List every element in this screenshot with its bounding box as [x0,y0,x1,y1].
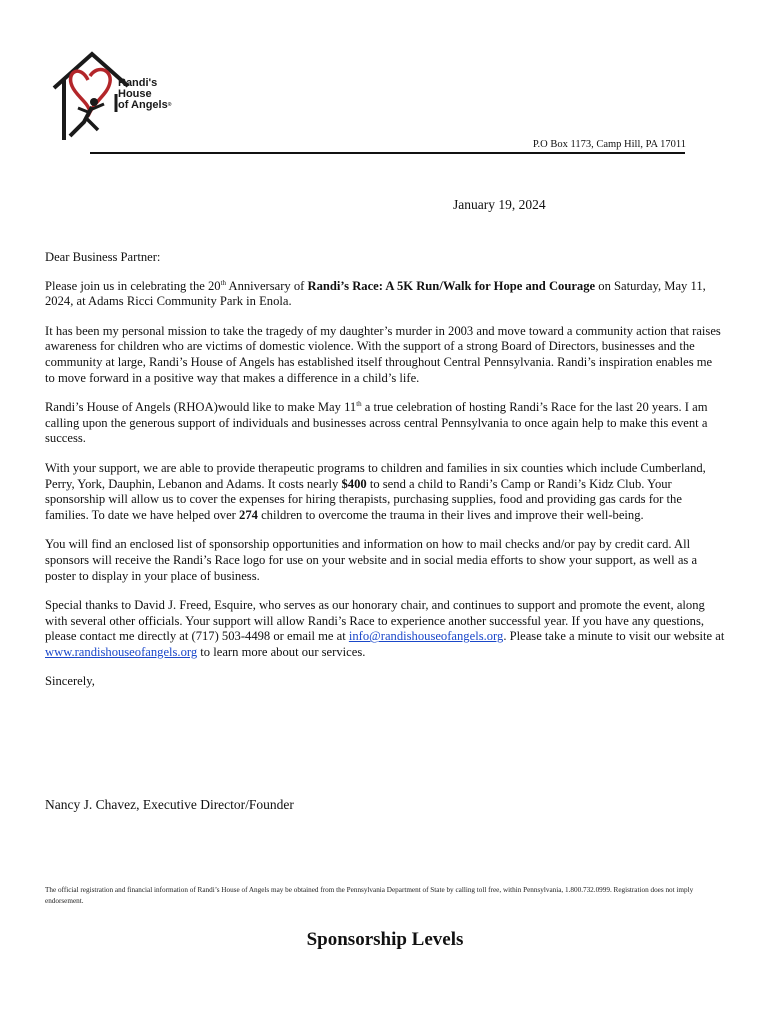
organization-logo [52,50,182,145]
logo-line-1: Randi's [118,77,158,89]
letter-date: January 19, 2024 [453,197,546,212]
logo-wordmark [118,78,171,111]
paragraph-sponsorship: You will find an enclosed list of sponsorship opportunities and information on how to mail checks and/or pay by credit card. All sponsors will receive the Randi’s Race logo for use on your website and in social media efforts to show your support, as well as a poster to display in your place of business. [45,537,698,583]
registered-mark: ® [167,102,172,108]
paragraph-thanks: Special thanks to David J. Freed, Esquire, who serves as our honorary chair, and continues to support and promote the event, along with several other officials. Your support will allow Randi’s Race to experience another successful year. If you have any questions, please contact me directly at (717) 503-4498 or email me at info@randishouseofangels.org. Please take a minute to visit our website at www.randishouseofangels.org to learn more about our services. [45,598,725,659]
email-link[interactable]: info@randishouseofangels.org [348,629,504,644]
logo-line-2: House [118,88,152,100]
paragraph-programs: With your support, we are able to provide therapeutic programs to children and families in six counties which include Cumberland, Perry, York, Dauphin, Lebanon and Adams. It costs nearly $400 to send a child to Randi’s Camp or Randi’s Kidz Club. Your sponsorship will allow us to cover the expenses for hiring therapists, purchasing supplies, food and providing gas cards for the families. To date we have helped over 274 children to overcome the trauma in their lives and improve their well-being. [45,460,706,522]
letter-body [45,250,725,704]
event-name: Randi’s Race: A 5K Run/Walk for Hope and Courage [307,278,596,293]
children-count: 274 [239,507,258,522]
signature-block: Nancy J. Chavez, Executive Director/Founder [45,797,294,812]
paragraph-mission: It has been my personal mission to take the tragedy of my daughter’s murder in 2003 and move toward a community action that raises awareness for children who are victims of domestic violence. With the support of a strong Board of Directors, businesses and the community at large, Randi’s House of Angels has established itself throughout Central Pennsylvania. Randi’s inspiration enables me to move forward in a positive way that makes a difference in a child’s life. [45,323,721,385]
registration-disclaimer: The official registration and financial information of Randi’s House of Angels may be obtained from the Pennsylvania Department of State by calling toll free, within Pennsylvania, 1.800.732.0999. Registration does not imply endorsement. [45,886,694,905]
paragraph-celebration: Randi’s House of Angels (RHOA)would like to make May 11th a true celebration of hosting Randi’s Race for the last 20 years. I am calling upon the generous support of individuals and businesses across central Pennsylvania to once again help to make this event a success. [45,400,708,446]
section-title: Sponsorship Levels [306,929,464,950]
logo-line-3: of Angels® [118,99,172,111]
cost-highlight: $400 [341,476,367,491]
header-divider [90,152,685,154]
mailing-address: P.O Box 1173, Camp Hill, PA 17011 [532,139,686,150]
website-link[interactable]: www.randishouseofangels.org [45,644,198,659]
closing: Sincerely, [45,674,95,689]
salutation: Dear Business Partner: [45,250,161,264]
paragraph-invitation: Please join us in celebrating the 20th Anniversary of Randi’s Race: A 5K Run/Walk for Hope and Courage on Saturday, May 11, 2024, at Adams Ricci Community Park in Enola. [45,278,706,309]
